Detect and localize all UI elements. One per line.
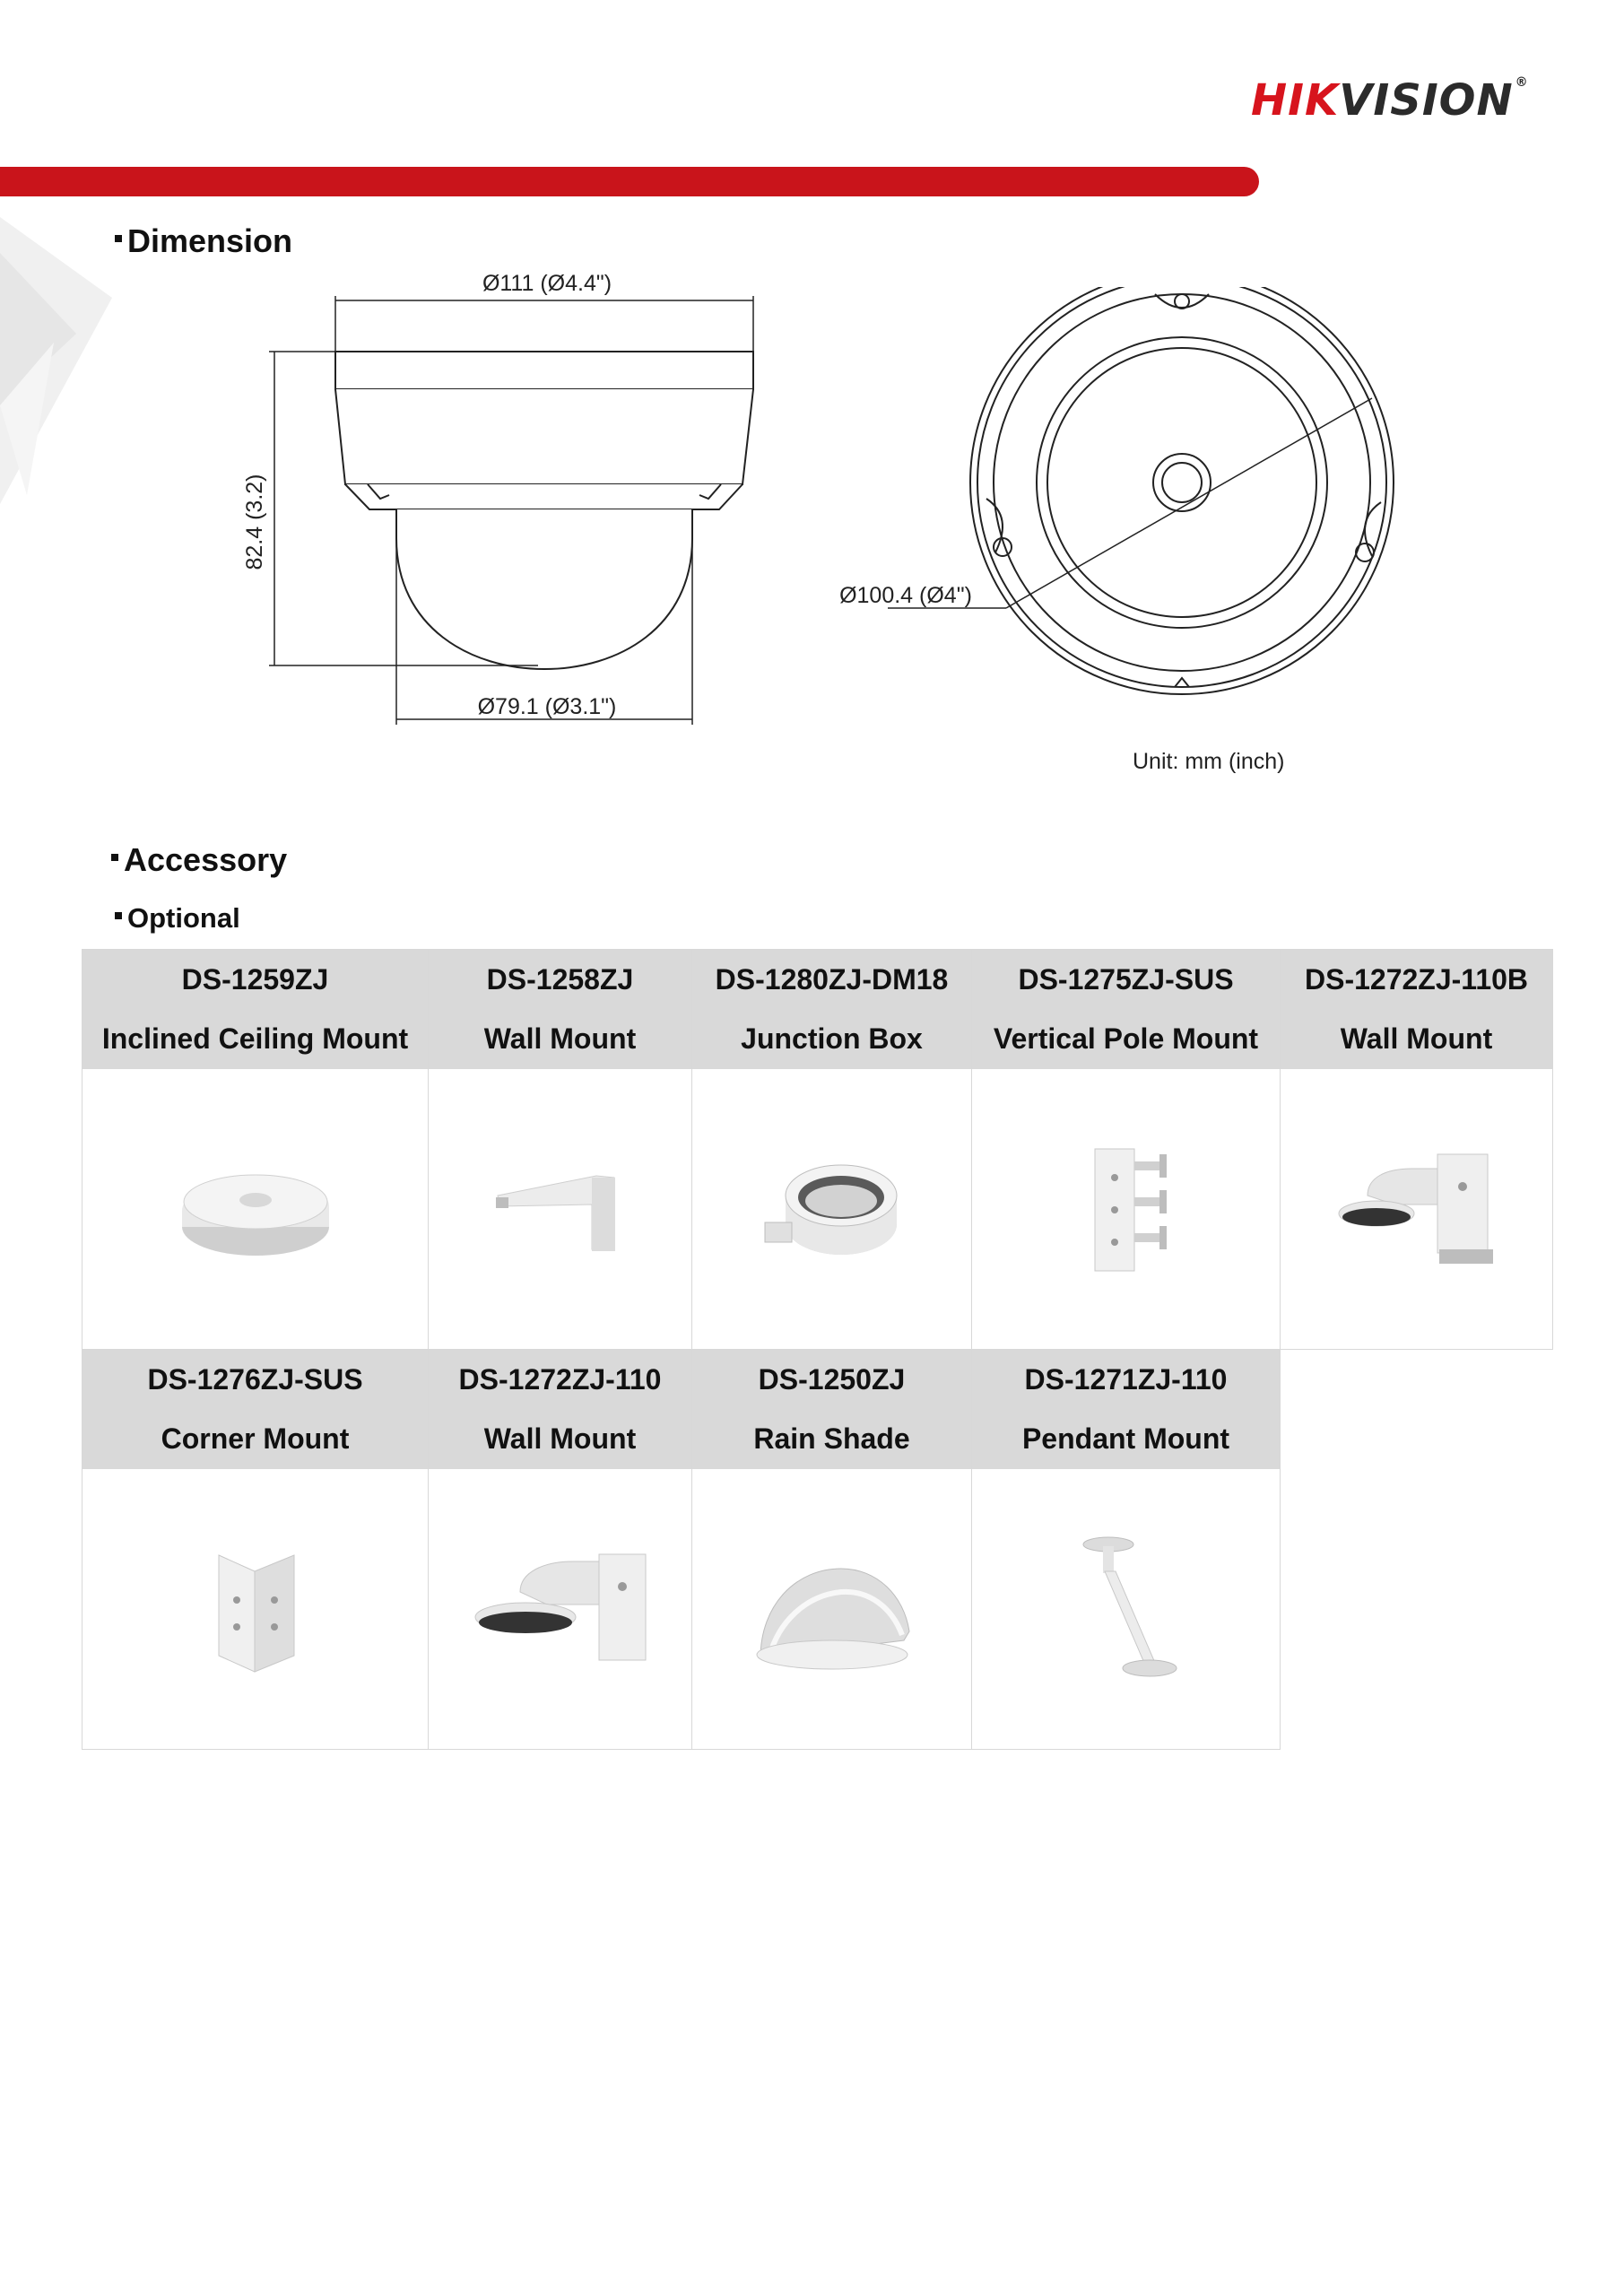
accessory-image-cell — [83, 1469, 429, 1750]
accessory-name: Rain Shade — [753, 1422, 910, 1455]
accessory-image-cell — [83, 1069, 429, 1350]
wall-mount-icon — [489, 1160, 632, 1258]
dim-top-width-label: Ø111 (Ø4.4") — [482, 271, 612, 296]
accessory-name: Pendant Mount — [1021, 1422, 1230, 1455]
unit-label: Unit: mm (inch) — [1133, 749, 1285, 774]
accessory-image-row — [83, 1069, 1553, 1350]
camera-bottom-view-drawing — [798, 287, 1426, 735]
corner-mount-icon — [206, 1537, 305, 1681]
accessory-header-cell — [692, 1350, 972, 1469]
dim-mount-diameter-label: Ø100.4 (Ø4") — [839, 583, 972, 608]
accessory-header-row — [83, 1350, 1553, 1469]
accessory-model: DS-1271ZJ-110 — [1024, 1363, 1228, 1396]
accessory-image-cell — [972, 1469, 1281, 1750]
hikvision-logo: HIKVISION ® — [1251, 75, 1529, 126]
empty-cell — [1281, 1469, 1553, 1750]
accessory-model: DS-1280ZJ-DM18 — [715, 963, 949, 996]
optional-label: Optional — [115, 902, 240, 935]
wall-mount-bracket-icon — [466, 1542, 655, 1676]
camera-side-view-drawing — [242, 269, 780, 735]
accessory-image-cell — [692, 1069, 972, 1350]
accessory-header-cell — [692, 950, 972, 1069]
dimension-title: Dimension — [115, 222, 292, 260]
decorative-triangles — [0, 199, 126, 522]
accessory-name: Corner Mount — [161, 1422, 350, 1455]
empty-cell — [1281, 1350, 1553, 1469]
accessory-name: Wall Mount — [483, 1022, 637, 1055]
accessory-name: Junction Box — [741, 1022, 923, 1055]
accessory-header-cell — [429, 1350, 692, 1469]
accessory-name: Wall Mount — [1340, 1022, 1493, 1055]
pendant-mount-icon — [1073, 1528, 1180, 1690]
accessory-header-cell — [429, 950, 692, 1069]
wall-mount-bracket-icon — [1332, 1142, 1502, 1276]
rain-shade-icon — [743, 1542, 922, 1676]
accessory-header-cell — [972, 950, 1281, 1069]
accessory-model: DS-1259ZJ — [181, 963, 329, 996]
accessory-image-cell — [692, 1469, 972, 1750]
accessory-image-cell — [429, 1069, 692, 1350]
vertical-pole-mount-icon — [1077, 1142, 1176, 1276]
accessory-model: DS-1272ZJ-110 — [458, 1363, 662, 1396]
accessory-header-cell — [83, 1350, 429, 1469]
accessory-model: DS-1272ZJ-110B — [1304, 963, 1529, 996]
accessory-model: DS-1275ZJ-SUS — [1018, 963, 1234, 996]
accessory-header-row — [83, 950, 1553, 1069]
dim-bottom-width-label: Ø79.1 (Ø3.1") — [477, 694, 617, 719]
accessory-header-cell — [83, 950, 429, 1069]
accessory-image-cell — [429, 1469, 692, 1750]
accessory-image-cell — [1281, 1069, 1553, 1350]
header-red-bar — [0, 167, 1259, 196]
accessory-name: Wall Mount — [483, 1422, 637, 1455]
accessory-model: DS-1276ZJ-SUS — [147, 1363, 363, 1396]
accessory-header-cell — [1281, 950, 1553, 1069]
accessory-image-cell — [972, 1069, 1281, 1350]
accessory-header-cell — [972, 1350, 1281, 1469]
junction-box-icon — [756, 1151, 908, 1267]
accessory-image-row — [83, 1469, 1553, 1750]
dim-height-label: 82.4 (3.2) — [242, 474, 267, 570]
accessory-name: Inclined Ceiling Mount — [101, 1022, 409, 1055]
accessory-title: Accessory — [111, 841, 287, 879]
accessory-model: DS-1250ZJ — [758, 1363, 906, 1396]
accessory-name: Vertical Pole Mount — [993, 1022, 1259, 1055]
accessory-table — [82, 949, 1553, 1750]
accessory-model: DS-1258ZJ — [486, 963, 634, 996]
inclined-ceiling-mount-icon — [175, 1155, 336, 1263]
